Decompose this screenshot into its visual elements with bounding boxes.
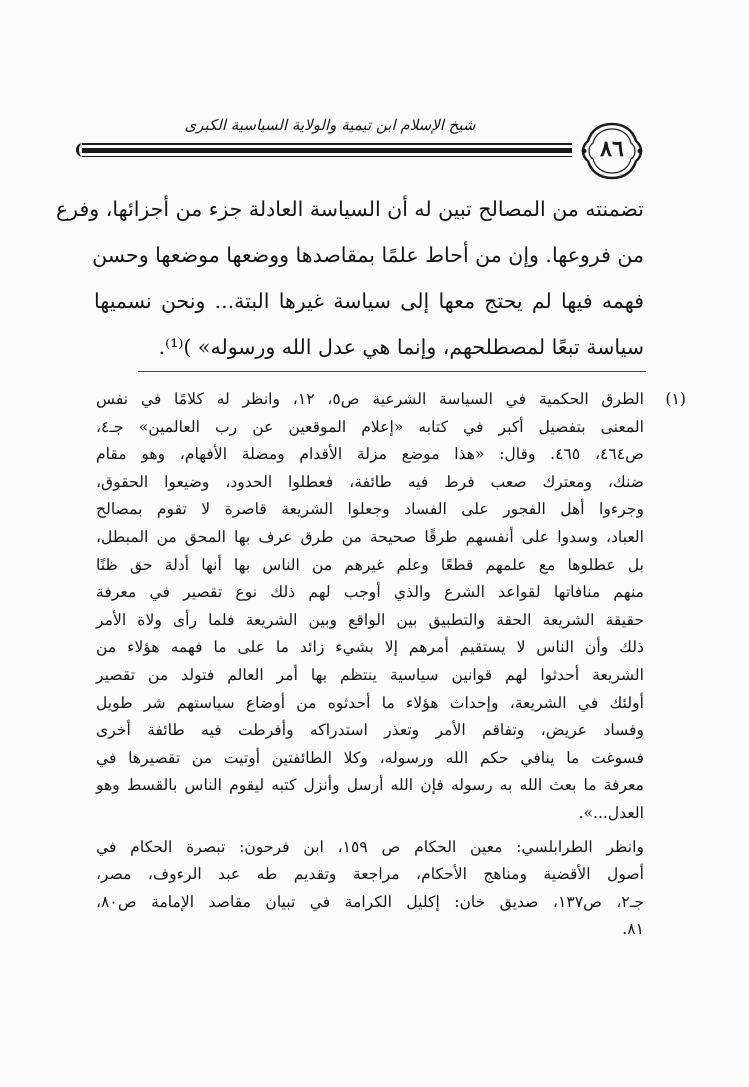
footnote-line: ضنك، ومعترك صعب فرط فيه طائفة، فعطلوا الحدود، وضيعوا الحقوق،	[96, 472, 644, 491]
footnote-line: المعنى بتفصيل أكبر في كتابه «إعلام الموقعين عن رب العالمين» جـ٤،	[96, 417, 644, 436]
footnote-line: ص٤٦٤، ٤٦٥. وقال: «هذا موضع مزلة الأقدام ومضلة الأفهام، وهو مقام	[96, 445, 644, 464]
page-number: ٨٦	[600, 136, 624, 162]
footnote-line: معرفة ما بعث الله به رسوله فإن الله أرسل وأنزل كتبه ليقوم الناس بالقسط وهو	[96, 776, 644, 795]
header-rule-end-ornament	[76, 143, 91, 157]
footnote-separator	[138, 371, 646, 372]
footnote-line: وجرءوا أهل الفجور على الفساد وجعلوا الشريعة قاصرة لا تقوم بمصالح	[96, 500, 644, 519]
footnote-line: العدل...».	[578, 803, 644, 822]
footnote-line: وفساد عريض، وتفاقم الأمر وتعذر استدراكه وأفرطت فيه طائفة أخرى	[96, 721, 644, 740]
footnote-line: الشريعة أحدثوا لهم قوانين سياسية ينتظم بها أمر العالم فتولد من تقصير	[96, 665, 644, 684]
footnote-line: أولئك في الشريعة، وإحداث هؤلاء ما أحدثوه من أوضاع سياستهم شر طويل	[96, 693, 644, 712]
body-line: من فروعها. وإن من أحاط علمًا بمقاصدها ووضعها موضعها وحسن	[92, 243, 644, 267]
header-rule-thick	[82, 148, 572, 153]
footnote-line: وانظر الطرابلسي: معين الحكام ص ١٥٩، ابن فرحون: تبصرة الحكام في	[96, 837, 644, 856]
body-line: فهمه فيها لم يحتج معها إلى سياسة غيرها البتة... ونحن نسميها	[94, 289, 644, 313]
page-number-badge	[581, 121, 643, 181]
footnote-section	[96, 386, 686, 944]
main-paragraph	[55, 186, 644, 370]
body-line: تضمنته من المصالح تبين له أن السياسة العادلة جزء من أجزائها، وفرع	[55, 197, 644, 221]
footnote-marker: (١)	[665, 390, 686, 408]
footnote-line: ذلك وأن الناس لا يستقيم أمرهم إلا بشيء زائد ما على ما فهمه هؤلاء من	[96, 638, 644, 657]
header-rule-thin	[82, 156, 572, 157]
footnote-line: فسوغت ما ينافي حكم الله ورسوله، وكلا الطائفتين أوتيت من تقصيرها في	[96, 748, 644, 767]
header-rule	[82, 143, 572, 145]
footnote-line: أصول الأقضية ومناهج الأحكام، مراجعة وتقديم طه عبد الرءوف، مصر،	[96, 865, 644, 884]
body-line: سياسة تبعًا لمصطلحهم، وإنما هي عدل الله ورسوله» )⁽¹⁾.	[158, 335, 644, 359]
running-title: شيخ الإسلام ابن تيمية والولاية السياسية الكبرى	[184, 116, 476, 134]
footnote-line: العباد، وسدوا على أنفسهم طرقًا صحيحة من طرق عرف بها المحق من المبطل،	[96, 527, 644, 546]
footnote-text: الطرق الحكمية في السياسة الشرعية ص٥، ١٢، وانظر له كلامًا في نفس	[96, 390, 644, 408]
footnote-line: حقيقة الشريعة الحقة والتطبيق بين الواقع وبين الشريعة فلما رأى ولاة الأمر	[96, 610, 644, 629]
footnote-first-line	[96, 386, 686, 414]
footnote-line: منهم منافاتها لقواعد الشرع والذي أوجب لهم ذلك نوع تقصير في معرفة	[96, 583, 644, 602]
footnote-line: ٨١.	[622, 920, 644, 939]
footnote-line: بل عطلوها مع علمهم قطعًا وعلم غيرهم من الناس بها أنها أدلة حق ظنًا	[96, 555, 644, 574]
footnote-line: جـ٢، ص١٣٧، صديق خان: إكليل الكرامة في تبيان مقاصد الإمامة ص٨٠،	[96, 892, 645, 911]
